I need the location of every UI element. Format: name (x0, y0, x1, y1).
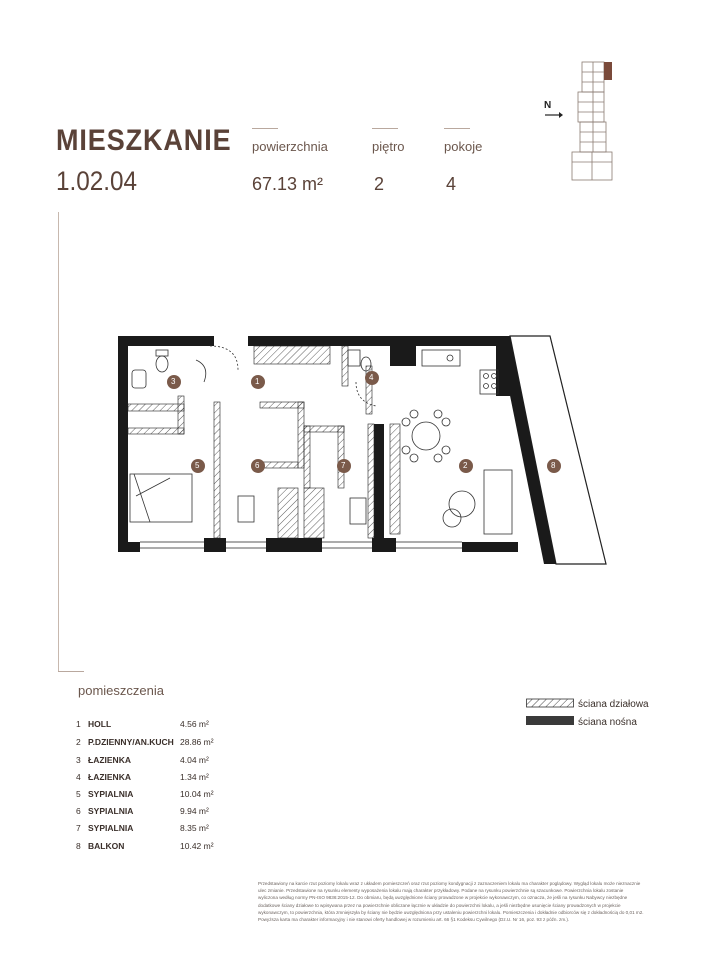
rooms-label: pokoje (444, 139, 483, 154)
building-key-plan (568, 58, 620, 186)
room-label-3: 3 (171, 377, 176, 386)
list-item: 4 ŁAZIENKA 1.34 m² (76, 772, 209, 782)
footnote: Przedstawiony na karcie rzut poziomy lokalu wraz z układem pomieszczeń oraz rzut poziomy kondygnacji z zaznaczeniem lokalu ma charakter poglądowy. Wygląd lokalu może nieznacznie ulec zmianie. Przedstawione na rysunku elementy wyposażenia lokalu mają charakter przykładowy. Podane na rysunku powierzchnie są szacunkowe. Powierzchnia lokalu zostanie wyliczona według normy PN-ISO 9836:2015-12. Do obmiaru, będą uwzględnione ściany prowadzone w projekcie wykonawczym, co oznacza, że jeśli na rysunku Nabywcy niezbędne dodatkowe ściany działowe to wpisywana przez na powierzchnie obliczane łącznie w układzie do powierzchni lokalu, a jeśli niezbędne usunięcie ściany prowadzonych w projekcie wykonawczym, to powierzchnia, która zmniejszyła by ściany nie będzie uwzględniona przy ustaleniu powierzchni lokalu. Pomieszczenia i dokładnie odbiorców się z dokładnością do 0,01 m2. Powyższa karta ma charakter informacyjny i nie stanowi oferty handlowej w rozumieniu art. 66 §1 Kodeksu Cywilnego (Dz.U. Nr 16, poz. 93 z późn. zm.). (258, 881, 644, 923)
partition-walls (128, 346, 400, 538)
room-label-7: 7 (341, 461, 346, 470)
floor-value: 2 (374, 174, 385, 194)
list-item: 6 SYPIALNIA 9.94 m² (76, 806, 209, 816)
room-label-8: 8 (551, 461, 556, 470)
list-item: 3 ŁAZIENKA 4.04 m² (76, 755, 209, 765)
room-label-6: 6 (255, 461, 260, 470)
page-title: MIESZKANIE (56, 124, 232, 157)
north-arrow-icon (544, 110, 564, 120)
area-value: 67.13 m² (252, 174, 324, 194)
floor-label: piętro (372, 139, 405, 154)
side-rule (58, 212, 59, 672)
room-label-4: 4 (369, 373, 374, 382)
legend-swatches (526, 698, 574, 728)
list-item: 1 HOLL 4.56 m² (76, 719, 209, 729)
divider (252, 128, 278, 129)
divider (372, 128, 398, 129)
divider (58, 671, 84, 672)
list-item: 2 P.DZIENNY/AN.KUCH 28.86 m² (76, 737, 214, 747)
north-label: N (544, 100, 552, 111)
room-label-1: 1 (255, 377, 260, 386)
rooms-value: 4 (446, 174, 457, 194)
unit-number: 1.02.04 (56, 166, 138, 196)
legend-partition-wall: ściana działowa (578, 699, 649, 710)
room-label-5: 5 (195, 461, 200, 470)
area-label: powierzchnia (252, 139, 328, 154)
list-item: 5 SYPIALNIA 10.04 m² (76, 789, 214, 799)
list-item: 7 SYPIALNIA 8.35 m² (76, 823, 209, 833)
legend-load-bearing-wall: ściana nośna (578, 717, 637, 728)
room-label-2: 2 (463, 461, 468, 470)
divider (444, 128, 470, 129)
rooms-section-title: pomieszczenia (78, 683, 164, 698)
floor-plan (110, 326, 616, 570)
list-item: 8 BALKON 10.42 m² (76, 841, 214, 851)
